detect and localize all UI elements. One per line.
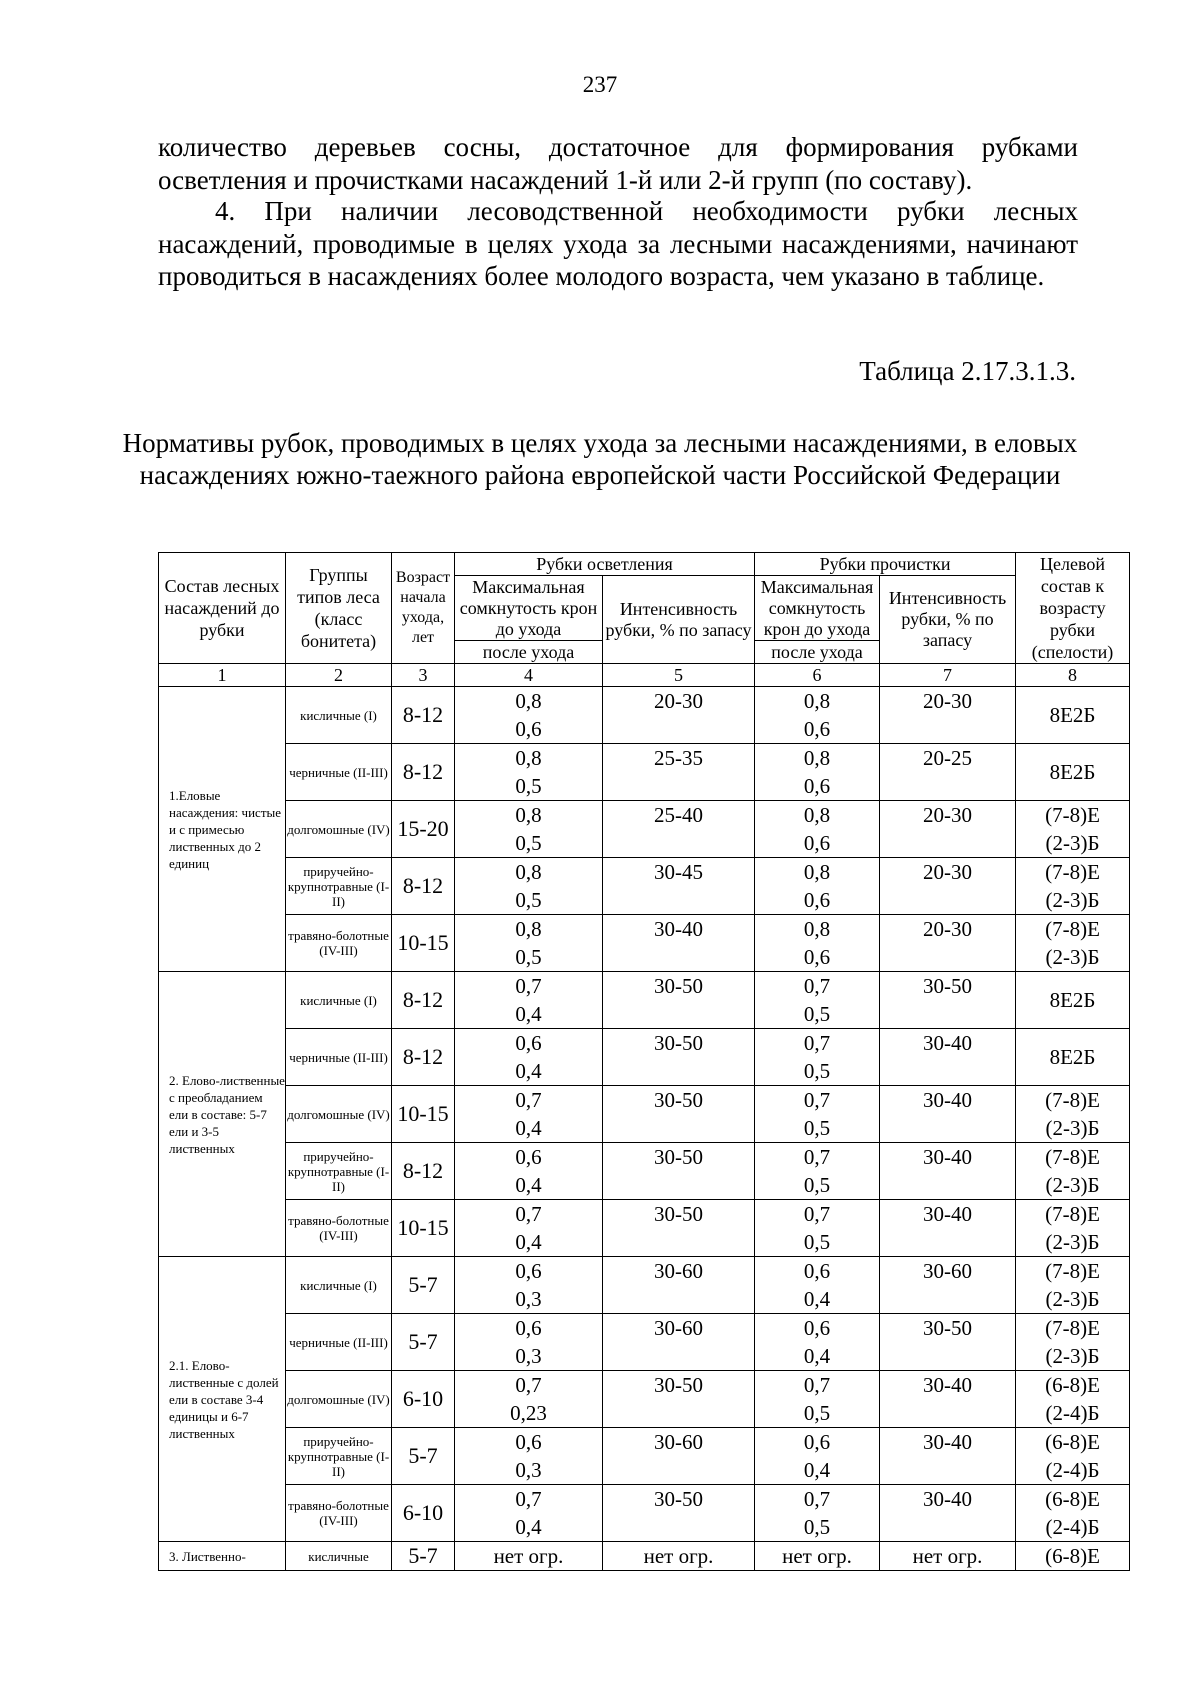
cleaning-density-cell xyxy=(755,972,880,1029)
table-row xyxy=(159,1143,1130,1200)
forest-type-cell: долгомошные (IV) xyxy=(286,1371,392,1428)
cleaning-density-cell xyxy=(755,1029,880,1086)
column-number: 8 xyxy=(1016,664,1130,687)
target-line-1: (7-8)Е xyxy=(1045,917,1100,941)
header-age: Возраст начала ухода, лет xyxy=(392,553,455,664)
target-cell xyxy=(1016,972,1130,1029)
cleaning-density-before: 0,6 xyxy=(803,1316,831,1340)
age-cell: 15-20 xyxy=(392,801,455,858)
cleaning-intensity-cell: 30-50 xyxy=(880,1314,1016,1371)
target-cell: (6-8)Е xyxy=(1016,1542,1130,1571)
cleaning-density-after: 0,5 xyxy=(803,1230,831,1254)
clearing-density-after: 0,4 xyxy=(515,1515,542,1539)
table-row xyxy=(159,972,1130,1029)
cleaning-density-after: 0,6 xyxy=(803,717,831,741)
cleaning-intensity-cell: 30-60 xyxy=(880,1257,1016,1314)
cleaning-density-before: 0,7 xyxy=(803,1487,831,1511)
clearing-intensity-cell: 30-50 xyxy=(603,1029,755,1086)
clearing-intensity-cell: 30-50 xyxy=(603,1143,755,1200)
header-clearing-after: после ухода xyxy=(455,641,603,664)
column-numbers-row xyxy=(159,664,1130,687)
table-body xyxy=(159,687,1130,1571)
cleaning-density-before: 0,7 xyxy=(803,1031,831,1055)
header-cleaning-intensity: Интенсивность рубки, % по запасу xyxy=(880,576,1016,664)
table-row xyxy=(159,801,1130,858)
cleaning-density-after: 0,4 xyxy=(803,1344,831,1368)
clearing-density-before: 0,6 xyxy=(515,1145,542,1169)
table-row xyxy=(159,1086,1130,1143)
cleaning-density-after: 0,5 xyxy=(803,1173,831,1197)
clearing-density-before: 0,6 xyxy=(515,1430,542,1454)
forest-type-cell: кисличные (I) xyxy=(286,972,392,1029)
column-number: 3 xyxy=(392,664,455,687)
clearing-density-cell xyxy=(455,858,603,915)
cleaning-density-after: 0,6 xyxy=(803,774,831,798)
cleaning-intensity-cell: 20-30 xyxy=(880,687,1016,744)
clearing-density-before: 0,8 xyxy=(515,860,542,884)
target-line-2: (2-3)Б xyxy=(1045,831,1100,855)
clearing-density-cell xyxy=(455,744,603,801)
cleaning-density-after: 0,5 xyxy=(803,1002,831,1026)
target-cell xyxy=(1016,1143,1130,1200)
target-cell xyxy=(1016,1485,1130,1542)
age-cell: 8-12 xyxy=(392,744,455,801)
clearing-intensity-cell: 20-30 xyxy=(603,687,755,744)
paragraph-2: 4. При наличии лесоводственной необходимости рубки лесных насаждений, проводимые в целях ухода за лесными насаждениями, начинают проводиться в насаждениях более молодого возраста, чем указано в таблице. xyxy=(158,196,1078,291)
cleaning-density-before: 0,7 xyxy=(803,1202,831,1226)
forest-type-cell: черничные (II-III) xyxy=(286,1029,392,1086)
cleaning-intensity-cell: 30-40 xyxy=(880,1086,1016,1143)
cleaning-density-cell xyxy=(755,1257,880,1314)
clearing-density-cell xyxy=(455,972,603,1029)
clearing-intensity-cell: 30-60 xyxy=(603,1428,755,1485)
group-label: 2. Елово-лиственные с преобладанием ели в составе: 5-7 ели и 3-5 лиственных xyxy=(159,972,286,1257)
forest-type-cell: черничные (II-III) xyxy=(286,744,392,801)
cleaning-density-before: 0,7 xyxy=(803,1145,831,1169)
header-clearing-density: Максимальная сомкнутость крон до ухода xyxy=(455,576,603,641)
column-number: 6 xyxy=(755,664,880,687)
target-line-2: (2-3)Б xyxy=(1045,1344,1100,1368)
clearing-intensity-cell: 25-40 xyxy=(603,801,755,858)
clearing-density-before: 0,7 xyxy=(515,1088,542,1112)
clearing-density-after: 0,4 xyxy=(515,1002,542,1026)
age-cell: 5-7 xyxy=(392,1314,455,1371)
cleaning-intensity-cell: 30-40 xyxy=(880,1485,1016,1542)
forest-type-cell: травяно-болотные (IV-III) xyxy=(286,1200,392,1257)
target-cell xyxy=(1016,744,1130,801)
header-clearing-intensity: Интенсивность рубки, % по запасу xyxy=(603,576,755,664)
cleaning-density-before: 0,7 xyxy=(803,1373,831,1397)
column-number: 4 xyxy=(455,664,603,687)
cleaning-density-cell xyxy=(755,915,880,972)
forest-type-cell: травяно-болотные (IV-III) xyxy=(286,915,392,972)
target-line-2: (2-3)Б xyxy=(1045,888,1100,912)
clearing-density-cell xyxy=(455,1086,603,1143)
clearing-density-before: 0,8 xyxy=(515,917,542,941)
target-line-1: (6-8)Е xyxy=(1045,1373,1100,1397)
header-clearing: Рубки осветления xyxy=(455,553,755,576)
clearing-density-before: 0,8 xyxy=(515,689,542,713)
cleaning-intensity-cell: 30-40 xyxy=(880,1029,1016,1086)
clearing-intensity-cell: 25-35 xyxy=(603,744,755,801)
clearing-intensity-cell: 30-50 xyxy=(603,972,755,1029)
clearing-density-after: 0,4 xyxy=(515,1173,542,1197)
cleaning-density-cell xyxy=(755,801,880,858)
target-cell xyxy=(1016,1086,1130,1143)
clearing-intensity-cell: 30-50 xyxy=(603,1086,755,1143)
clearing-intensity-cell: 30-40 xyxy=(603,915,755,972)
forest-type-cell: приручейно-крупнотравные (I-II) xyxy=(286,858,392,915)
cleaning-density-after: 0,6 xyxy=(803,888,831,912)
age-cell: 8-12 xyxy=(392,1029,455,1086)
cleaning-intensity-cell: 30-50 xyxy=(880,972,1016,1029)
cleaning-density-after: 0,4 xyxy=(803,1458,831,1482)
table-label: Таблица 2.17.3.1.3. xyxy=(859,356,1076,386)
forest-type-cell: кисличные xyxy=(286,1542,392,1571)
clearing-density-after: 0,6 xyxy=(515,717,542,741)
clearing-density-after: 0,5 xyxy=(515,831,542,855)
clearing-intensity-cell: 30-60 xyxy=(603,1314,755,1371)
cleaning-density-before: 0,8 xyxy=(803,803,831,827)
target-cell xyxy=(1016,1314,1130,1371)
cleaning-density-before: 0,8 xyxy=(803,689,831,713)
header-cleaning: Рубки прочистки xyxy=(755,553,1016,576)
table-row xyxy=(159,744,1130,801)
table-row xyxy=(159,1200,1130,1257)
age-cell: 8-12 xyxy=(392,1143,455,1200)
group-label: 3. Лиственно- xyxy=(159,1542,286,1571)
forest-type-cell: черничные (II-III) xyxy=(286,1314,392,1371)
target-line-1: (7-8)Е xyxy=(1045,1145,1100,1169)
cleaning-density-cell xyxy=(755,1428,880,1485)
cleaning-density-cell xyxy=(755,1086,880,1143)
clearing-density-cell xyxy=(455,1314,603,1371)
age-cell: 8-12 xyxy=(392,858,455,915)
forest-type-cell: травяно-болотные (IV-III) xyxy=(286,1485,392,1542)
clearing-density-before: 0,7 xyxy=(515,1487,542,1511)
header-forest-type: Группы типов леса (класс бонитета) xyxy=(286,553,392,664)
forest-type-cell: долгомошные (IV) xyxy=(286,1086,392,1143)
cleaning-density-cell xyxy=(755,1314,880,1371)
clearing-density-after: 0,5 xyxy=(515,945,542,969)
table-row xyxy=(159,1428,1130,1485)
cleaning-density-before: 0,8 xyxy=(803,917,831,941)
cleaning-density-cell xyxy=(755,1371,880,1428)
clearing-density-after: 0,4 xyxy=(515,1059,542,1083)
target-cell xyxy=(1016,1428,1130,1485)
table-row xyxy=(159,1257,1130,1314)
column-number: 5 xyxy=(603,664,755,687)
clearing-density-before: 0,6 xyxy=(515,1259,542,1283)
table-row xyxy=(159,1485,1130,1542)
cleaning-density-after: 0,5 xyxy=(803,1401,831,1425)
table-row xyxy=(159,858,1130,915)
age-cell: 5-7 xyxy=(392,1428,455,1485)
clearing-density-after: 0,3 xyxy=(515,1458,542,1482)
target-line-1: (6-8)Е xyxy=(1045,1430,1100,1454)
cleaning-density-after: 0,5 xyxy=(803,1515,831,1539)
clearing-density-before: 0,6 xyxy=(515,1031,542,1055)
cleaning-density-cell xyxy=(755,1485,880,1542)
table-title: Нормативы рубок, проводимых в целях ухода за лесными насаждениями, в еловых насаждениях южно-таежного района европейской части Российской Федерации xyxy=(122,428,1078,490)
cleaning-density-after: 0,6 xyxy=(803,831,831,855)
target-line-2: (2-4)Б xyxy=(1045,1458,1100,1482)
age-cell: 5-7 xyxy=(392,1542,455,1571)
cleaning-density-before: 0,6 xyxy=(803,1259,831,1283)
clearing-density-after: 0,23 xyxy=(510,1401,547,1425)
cleaning-intensity-cell: 20-25 xyxy=(880,744,1016,801)
cleaning-density-before: 0,7 xyxy=(803,974,831,998)
clearing-density-after: 0,5 xyxy=(515,888,542,912)
forest-type-cell: долгомошные (IV) xyxy=(286,801,392,858)
target-cell xyxy=(1016,858,1130,915)
cleaning-intensity-cell: нет огр. xyxy=(880,1542,1016,1571)
header-cleaning-density: Максимальная сомкнутость крон до ухода xyxy=(755,576,880,641)
group-label: 1.Еловые насаждения: чистые и с примесью лиственных до 2 единиц xyxy=(159,687,286,972)
header-target: Целевой состав к возрасту рубки (спелости) xyxy=(1016,553,1130,664)
target-cell xyxy=(1016,1371,1130,1428)
target-line-2: (2-3)Б xyxy=(1045,1230,1100,1254)
table-row xyxy=(159,1371,1130,1428)
target-line-2: (2-3)Б xyxy=(1045,1116,1100,1140)
clearing-density-cell xyxy=(455,1371,603,1428)
clearing-density-cell: нет огр. xyxy=(455,1542,603,1571)
clearing-intensity-cell: 30-50 xyxy=(603,1485,755,1542)
age-cell: 5-7 xyxy=(392,1257,455,1314)
clearing-density-after: 0,4 xyxy=(515,1116,542,1140)
cleaning-density-before: 0,6 xyxy=(803,1430,831,1454)
column-number: 7 xyxy=(880,664,1016,687)
clearing-density-cell xyxy=(455,801,603,858)
cleaning-intensity-cell: 20-30 xyxy=(880,858,1016,915)
clearing-density-cell xyxy=(455,1029,603,1086)
clearing-density-before: 0,8 xyxy=(515,746,542,770)
cleaning-density-before: 0,8 xyxy=(803,860,831,884)
target-cell xyxy=(1016,915,1130,972)
clearing-density-cell xyxy=(455,1428,603,1485)
target-line-1: 8Е2Б xyxy=(1049,703,1096,727)
cleaning-intensity-cell: 20-30 xyxy=(880,915,1016,972)
table-row xyxy=(159,687,1130,744)
clearing-density-cell xyxy=(455,687,603,744)
clearing-density-cell xyxy=(455,915,603,972)
target-line-2: (2-3)Б xyxy=(1045,1173,1100,1197)
table-row xyxy=(159,1314,1130,1371)
cleaning-density-after: 0,5 xyxy=(803,1116,831,1140)
clearing-density-after: 0,3 xyxy=(515,1287,542,1311)
target-line-1: (7-8)Е xyxy=(1045,1316,1100,1340)
age-cell: 10-15 xyxy=(392,1086,455,1143)
cleaning-intensity-cell: 20-30 xyxy=(880,801,1016,858)
clearing-density-after: 0,3 xyxy=(515,1344,542,1368)
cleaning-density-cell xyxy=(755,1143,880,1200)
cleaning-intensity-cell: 30-40 xyxy=(880,1371,1016,1428)
target-line-2: (2-3)Б xyxy=(1045,1287,1100,1311)
target-line-1: 8Е2Б xyxy=(1049,988,1096,1012)
cleaning-density-after: 0,4 xyxy=(803,1287,831,1311)
clearing-density-before: 0,6 xyxy=(515,1316,542,1340)
clearing-density-cell xyxy=(455,1485,603,1542)
target-line-1: (7-8)Е xyxy=(1045,803,1100,827)
clearing-density-cell xyxy=(455,1143,603,1200)
target-cell xyxy=(1016,801,1130,858)
clearing-intensity-cell: 30-50 xyxy=(603,1200,755,1257)
table-row xyxy=(159,915,1130,972)
target-line-1: (7-8)Е xyxy=(1045,1259,1100,1283)
paragraph-1: количество деревьев сосны, достаточное для формирования рубками осветления и прочистками насаждений 1-й или 2-й групп (по составу). xyxy=(158,132,1078,195)
cleaning-density-after: 0,6 xyxy=(803,945,831,969)
clearing-density-before: 0,7 xyxy=(515,1373,542,1397)
forest-type-cell: кисличные (I) xyxy=(286,687,392,744)
target-cell xyxy=(1016,1029,1130,1086)
age-cell: 10-15 xyxy=(392,915,455,972)
target-line-1: (7-8)Е xyxy=(1045,1088,1100,1112)
table-row xyxy=(159,1029,1130,1086)
norms-table xyxy=(158,552,1130,1571)
clearing-density-before: 0,7 xyxy=(515,974,542,998)
cleaning-density-before: 0,8 xyxy=(803,746,831,770)
age-cell: 10-15 xyxy=(392,1200,455,1257)
column-number: 2 xyxy=(286,664,392,687)
group-label: 2.1. Елово-лиственные с долей ели в составе 3-4 единицы и 6-7 лиственных xyxy=(159,1257,286,1542)
age-cell: 8-12 xyxy=(392,972,455,1029)
cleaning-density-after: 0,5 xyxy=(803,1059,831,1083)
target-line-1: (7-8)Е xyxy=(1045,1202,1100,1226)
clearing-density-before: 0,8 xyxy=(515,803,542,827)
clearing-density-before: 0,7 xyxy=(515,1202,542,1226)
clearing-density-cell xyxy=(455,1200,603,1257)
target-cell xyxy=(1016,687,1130,744)
clearing-density-cell xyxy=(455,1257,603,1314)
target-cell xyxy=(1016,1257,1130,1314)
clearing-density-after: 0,4 xyxy=(515,1230,542,1254)
clearing-intensity-cell: 30-45 xyxy=(603,858,755,915)
cleaning-intensity-cell: 30-40 xyxy=(880,1200,1016,1257)
clearing-density-after: 0,5 xyxy=(515,774,542,798)
target-line-1: (6-8)Е xyxy=(1045,1487,1100,1511)
clearing-intensity-cell: 30-60 xyxy=(603,1257,755,1314)
forest-type-cell: приручейно-крупнотравные (I-II) xyxy=(286,1428,392,1485)
cleaning-density-before: 0,7 xyxy=(803,1088,831,1112)
clearing-intensity-cell: нет огр. xyxy=(603,1542,755,1571)
age-cell: 6-10 xyxy=(392,1371,455,1428)
header-cleaning-after: после ухода xyxy=(755,641,880,664)
target-line-2: (2-4)Б xyxy=(1045,1515,1100,1539)
target-line-1: 8Е2Б xyxy=(1049,1045,1096,1069)
target-line-2: (2-4)Б xyxy=(1045,1401,1100,1425)
forest-type-cell: приручейно-крупнотравные (I-II) xyxy=(286,1143,392,1200)
clearing-intensity-cell: 30-50 xyxy=(603,1371,755,1428)
table-row xyxy=(159,1542,1130,1571)
forest-type-cell: кисличные (I) xyxy=(286,1257,392,1314)
cleaning-density-cell: нет огр. xyxy=(755,1542,880,1571)
cleaning-density-cell xyxy=(755,1200,880,1257)
cleaning-intensity-cell: 30-40 xyxy=(880,1428,1016,1485)
target-line-1: (7-8)Е xyxy=(1045,860,1100,884)
age-cell: 8-12 xyxy=(392,687,455,744)
cleaning-intensity-cell: 30-40 xyxy=(880,1143,1016,1200)
column-number: 1 xyxy=(159,664,286,687)
target-line-1: 8Е2Б xyxy=(1049,760,1096,784)
age-cell: 6-10 xyxy=(392,1485,455,1542)
cleaning-density-cell xyxy=(755,687,880,744)
cleaning-density-cell xyxy=(755,744,880,801)
target-cell xyxy=(1016,1200,1130,1257)
cleaning-density-cell xyxy=(755,858,880,915)
target-line-2: (2-3)Б xyxy=(1045,945,1100,969)
page-number: 237 xyxy=(582,72,618,97)
header-composition: Состав лесных насаждений до рубки xyxy=(159,553,286,664)
